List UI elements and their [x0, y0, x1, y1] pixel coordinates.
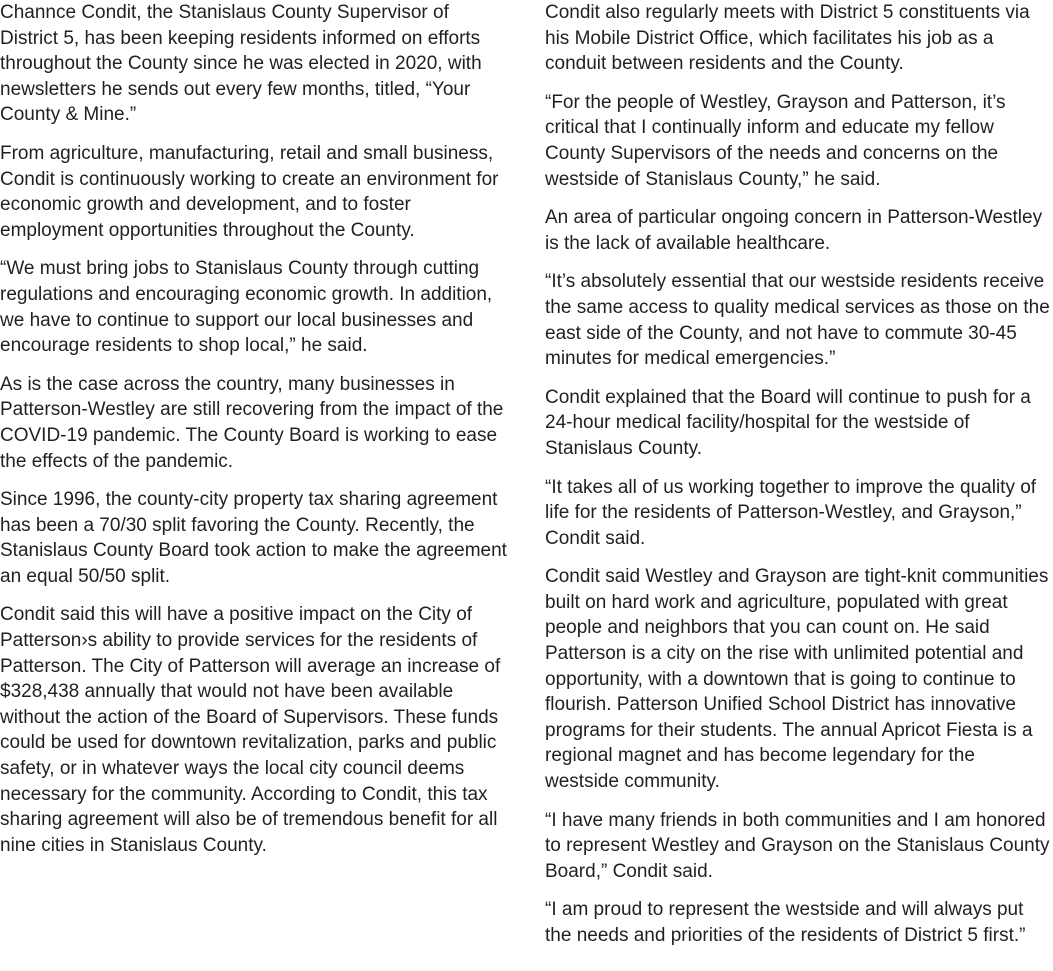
paragraph: “I have many friends in both communities and I am honored to represent Westley and Grayson on the Stanislaus County Board,” Condit said.: [545, 809, 1050, 882]
paragraph: Condit also regularly meets with District 5 constituents via his Mobile District Office, which facilitates his job as a conduit between residents and the County.: [545, 2, 1030, 75]
paragraph: Channce Condit, the Stanislaus County Supervisor of District 5, has been keeping residents informed on efforts throughout the County since he was elected in 2020, with newsletters he sends out every few months, titled, “Your County & Mine.”: [0, 2, 482, 126]
paragraph: “It takes all of us working together to improve the quality of life for the residents of Patterson-Westley, and Grayson,” Condit said.: [545, 476, 1037, 549]
paragraph: “We must bring jobs to Stanislaus County through cutting regulations and encouraging economic growth. In addition, we have to continue to support our local businesses and encourage residents to shop local,” he said.: [0, 258, 493, 357]
paragraph: From agriculture, manufacturing, retail and small business, Condit is continuously working to create an environment for economic growth and development, and to foster employment opportunities throughout the County.: [0, 142, 499, 241]
paragraph: Condit said this will have a positive impact on the City of Patterson›s ability to provide services for the residents of Patterson. The City of Patterson will average an increase of $328,438 annually that would not have been available without the action of the Board of Supervisors. These funds could be used for downtown revitalization, parks and public safety, or in whatever ways the local city council deems necessary for the community. According to Condit, this tax sharing agreement will also be of tremendous benefit for all nine cities in Stanislaus County.: [0, 604, 501, 856]
paragraph: An area of particular ongoing concern in Patterson-Westley is the lack of available healthcare.: [545, 207, 1043, 254]
paragraph: Condit explained that the Board will continue to push for a 24-hour medical facility/hospital for the westside of Stanislaus County.: [545, 386, 1031, 459]
paragraph: “For the people of Westley, Grayson and Patterson, it’s critical that I continually inform and educate my fellow County Supervisors of the needs and concerns on the westside of Stanislaus County,” he said.: [545, 91, 1006, 190]
paragraph: Since 1996, the county-city property tax sharing agreement has been a 70/30 split favoring the County. Recently, the Stanislaus County Board took action to make the agreement an equal 50/50 split.: [0, 489, 507, 587]
paragraph: “It’s absolutely essential that our westside residents receive the same access to quality medical services as those on the east side of the County, and not have to commute 30-45 minutes for medical emergencies.”: [545, 271, 1050, 370]
paragraph: “I am proud to represent the westside and will always put the needs and priorities of the residents of District 5 first.”: [545, 899, 1026, 946]
right-column: [545, 0, 1053, 962]
paragraph: Condit said Westley and Grayson are tight-knit communities built on hard work and agriculture, populated with great people and neighbors that you can count on. He said Patterson is a city on the rise with unlimited potential and opportunity, with a downtown that is going to continue to flourish. Patterson Unified School District has innovative programs for their students. The annual Apricot Fiesta is a regional magnet and has become legendary for the westside community.: [545, 566, 1049, 793]
left-column: [0, 0, 512, 871]
paragraph: As is the case across the country, many businesses in Patterson-Westley are still recovering from the impact of the COVID-19 pandemic. The County Board is working to ease the effects of the pandemic.: [0, 373, 504, 472]
